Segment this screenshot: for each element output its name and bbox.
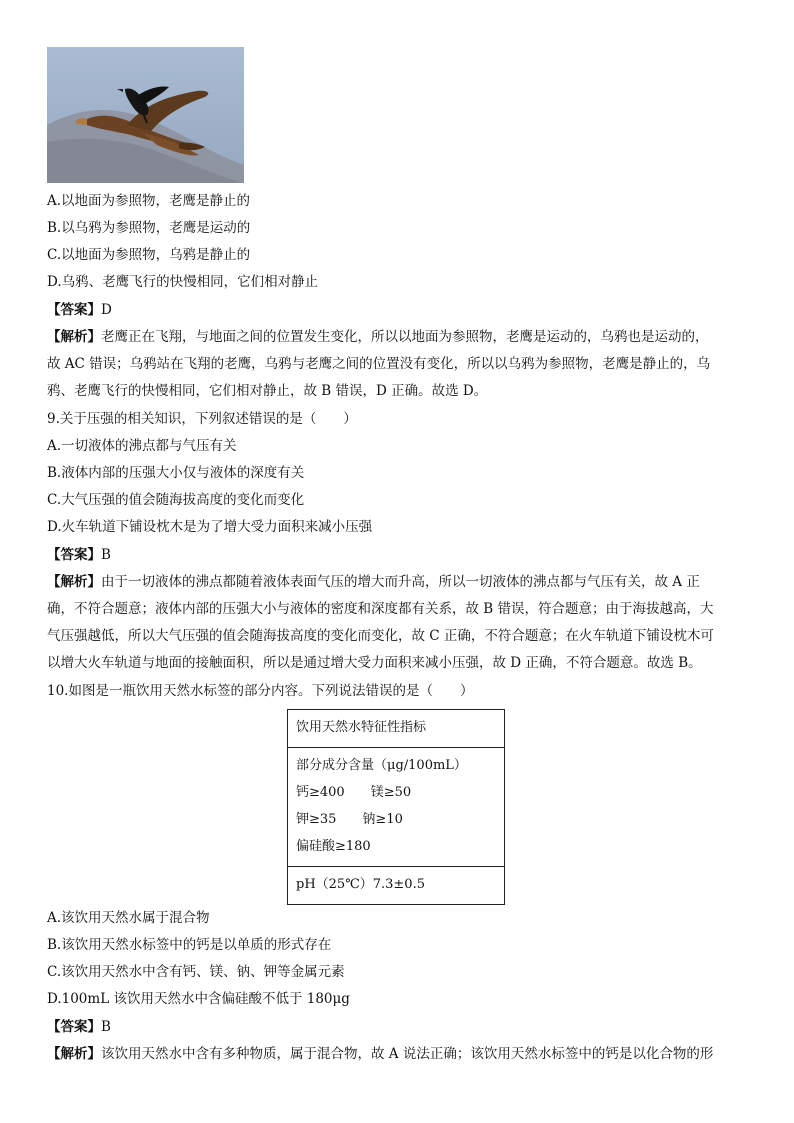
water-label-row-1: 钙≥400 镁≥50 bbox=[296, 785, 412, 800]
q10-analysis-line-1 bbox=[47, 1045, 747, 1063]
q9-answer-tag: 【答案】 bbox=[47, 547, 101, 563]
water-label-footer bbox=[288, 866, 504, 904]
q8-answer-value: D bbox=[101, 302, 112, 318]
q9-analysis-text-1: 由于一切液体的沸点都随着液体表面气压的增大而升高，所以一切液体的沸点都与气压有关，故 A 正 bbox=[101, 574, 700, 590]
q9-stem: 9.关于压强的相关知识，下列叙述错误的是（ ） bbox=[47, 411, 357, 427]
q8-analysis-text-1: 老鹰正在飞翔，与地面之间的位置发生变化，所以以地面为参照物，老鹰是运动的，乌鸦也是运动的， bbox=[101, 329, 709, 345]
q10-option-c: C.该饮用天然水中含有钙、镁、钠、钾等金属元素 bbox=[47, 964, 345, 980]
q8-option-a: A.以地面为参照物，老鹰是静止的 bbox=[47, 193, 251, 209]
q10-analysis-text-1: 该饮用天然水中含有多种物质，属于混合物，故 A 说法正确；该饮用天然水标签中的钙是以化合物的形 bbox=[101, 1046, 714, 1062]
q10-option-a: A.该饮用天然水属于混合物 bbox=[47, 910, 210, 926]
q8-answer-tag: 【答案】 bbox=[47, 302, 101, 318]
q8-option-d: D.乌鸦、老鹰飞行的快慢相同，它们相对静止 bbox=[47, 274, 319, 290]
q9-analysis-tag: 【解析】 bbox=[47, 574, 101, 590]
water-label-header bbox=[288, 710, 504, 748]
q10-answer-tag: 【答案】 bbox=[47, 1019, 101, 1035]
q10-option-d: D.100mL 该饮用天然水中含偏硅酸不低于 180μg bbox=[47, 991, 350, 1007]
q10-option-b: B.该饮用天然水标签中的钙是以单质的形式存在 bbox=[47, 937, 332, 953]
water-label-title: 饮用天然水特征性指标 bbox=[296, 720, 427, 735]
q8-option-b: B.以乌鸦为参照物，老鹰是运动的 bbox=[47, 220, 251, 236]
water-label-unit-line: 部分成分含量（μg/100mL） bbox=[296, 758, 467, 773]
q10-answer-value: B bbox=[101, 1019, 111, 1035]
q9-analysis-line-2: 确，不符合题意；液体内部的压强大小与液体的密度和深度都有关系，故 B 错误，符合题意；由于海拔越高，大 bbox=[47, 601, 714, 617]
water-label-row-3: 偏硅酸≥180 bbox=[296, 839, 371, 854]
q8-answer bbox=[47, 301, 747, 319]
q8-analysis-line-2: 故 AC 错误；乌鸦站在飞翔的老鹰，乌鸦与老鹰之间的位置没有变化，所以以乌鸦为参照物，老鹰是静止的，乌 bbox=[47, 356, 711, 372]
q9-analysis-line-3: 气压强越低，所以大气压强的值会随海拔高度的变化而变化，故 C 正确，不符合题意；在火车轨道下铺设枕木可 bbox=[47, 628, 714, 644]
q9-option-d: D.火车轨道下铺设枕木是为了增大受力面积来减小压强 bbox=[47, 519, 373, 535]
q9-answer-value: B bbox=[101, 547, 111, 563]
water-label-row-2: 钾≥35 钠≥10 bbox=[296, 812, 403, 827]
q9-analysis-line-1 bbox=[47, 573, 747, 591]
q9-option-a: A.一切液体的沸点都与气压有关 bbox=[47, 438, 237, 454]
q8-analysis-line-3: 鸦、老鹰飞行的快慢相同，它们相对静止，故 B 错误，D 正确。故选 D。 bbox=[47, 383, 488, 399]
q8-analysis-line-1 bbox=[47, 328, 747, 346]
eagle-crow-illustration bbox=[47, 47, 244, 183]
q9-option-b: B.液体内部的压强大小仅与液体的深度有关 bbox=[47, 465, 305, 481]
q10-analysis-tag: 【解析】 bbox=[47, 1046, 101, 1062]
q8-option-c: C.以地面为参照物，乌鸦是静止的 bbox=[47, 247, 251, 263]
q10-stem: 10.如图是一瓶饮用天然水标签的部分内容。下列说法错误的是（ ） bbox=[47, 683, 474, 699]
q9-analysis-line-4: 以增大火车轨道与地面的接触面积，所以是通过增大受力面积来减小压强，故 D 正确，不符合题意。故选 B。 bbox=[47, 655, 702, 671]
eagle-crow-photo bbox=[47, 47, 244, 183]
q9-option-c: C.大气压强的值会随海拔高度的变化而变化 bbox=[47, 492, 305, 508]
water-label-table bbox=[287, 709, 505, 905]
q9-answer bbox=[47, 546, 747, 564]
q10-answer bbox=[47, 1018, 747, 1036]
q8-analysis-tag: 【解析】 bbox=[47, 329, 101, 345]
water-label-ph: pH（25℃）7.3±0.5 bbox=[296, 877, 425, 892]
